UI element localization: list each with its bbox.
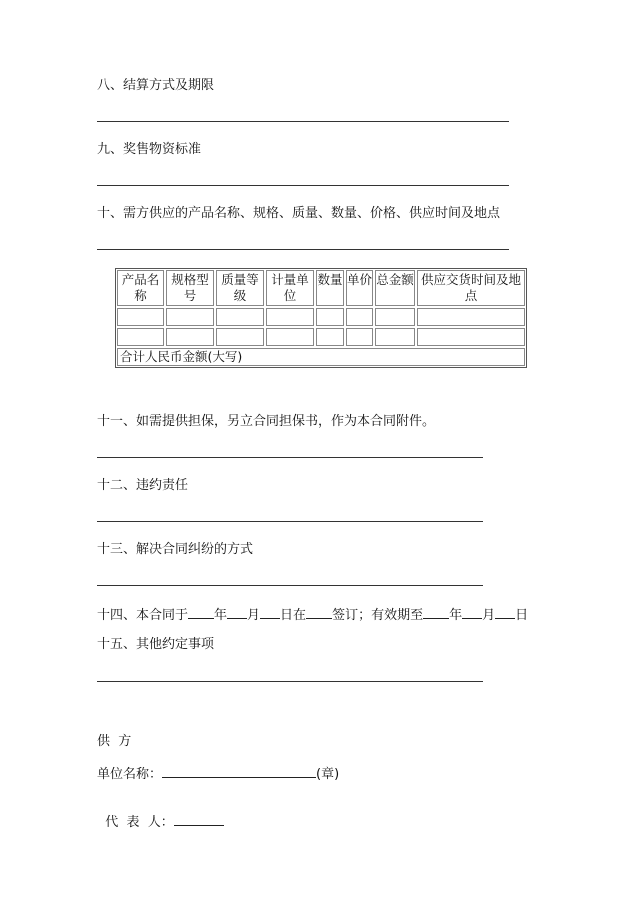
table-cell[interactable]	[166, 328, 214, 346]
month-label: 月	[247, 608, 261, 623]
section-10-blank-line	[97, 249, 509, 250]
section-8-blank-line	[97, 121, 509, 122]
table-cell[interactable]	[375, 328, 415, 346]
table-total-row	[116, 347, 526, 367]
section-11-title: 十一、如需提供担保，另立合同担保书，作为本合同附件。	[97, 414, 436, 429]
day2-label: 日	[515, 608, 529, 623]
table-cell[interactable]	[417, 308, 525, 326]
header-quality-grade: 质量等级	[216, 270, 264, 306]
sign-day-field[interactable]	[260, 606, 280, 619]
table-cell[interactable]	[216, 328, 264, 346]
sign-year-field[interactable]	[188, 606, 214, 619]
header-total-amount: 总金额	[375, 270, 415, 306]
table-row	[116, 307, 526, 327]
expiry-year-field[interactable]	[423, 606, 449, 619]
signed-label: 签订；有效期至	[332, 608, 424, 623]
header-unit-price: 单价	[346, 270, 373, 306]
section-15-title: 十五、其他约定事项	[97, 637, 215, 652]
supplier-party-label: 供 方	[97, 734, 132, 749]
product-table	[115, 268, 527, 368]
section-8-title: 八、结算方式及期限	[97, 78, 215, 93]
section-14-prefix: 十四、本合同于	[97, 608, 189, 623]
table-cell[interactable]	[117, 328, 164, 346]
unit-name-field[interactable]	[162, 765, 316, 778]
year2-label: 年	[449, 608, 463, 623]
header-quantity: 数量	[316, 270, 344, 306]
table-cell[interactable]	[346, 308, 373, 326]
expiry-day-field[interactable]	[495, 606, 515, 619]
expiry-month-field[interactable]	[462, 606, 482, 619]
sign-place-field[interactable]	[306, 606, 332, 619]
table-cell[interactable]	[316, 308, 344, 326]
table-cell[interactable]	[417, 328, 525, 346]
representative-line	[97, 797, 224, 831]
unit-name-label: 单位名称：	[97, 767, 163, 782]
section-12-blank-line	[97, 521, 483, 522]
section-9-blank-line	[97, 185, 509, 186]
header-product-name: 产品名称	[117, 270, 164, 306]
section-15-blank-line	[97, 681, 483, 682]
table-row	[116, 327, 526, 347]
header-delivery-time-place: 供应交货时间及地点	[417, 270, 525, 306]
table-cell[interactable]	[216, 308, 264, 326]
section-14-line	[97, 606, 528, 624]
header-unit: 计量单位	[266, 270, 314, 306]
table-cell[interactable]	[375, 308, 415, 326]
month2-label: 月	[482, 608, 496, 623]
total-amount-label: 合计人民币金额(大写)	[117, 348, 525, 366]
table-cell[interactable]	[266, 328, 314, 346]
section-13-title: 十三、解决合同纠纷的方式	[97, 542, 254, 557]
table-cell[interactable]	[117, 308, 164, 326]
section-11-blank-line	[97, 457, 483, 458]
section-13-blank-line	[97, 585, 483, 586]
unit-name-line	[97, 765, 339, 783]
representative-field[interactable]	[174, 813, 224, 826]
table-header-row	[116, 269, 526, 307]
table-cell[interactable]	[266, 308, 314, 326]
sign-month-field[interactable]	[227, 606, 247, 619]
table-cell[interactable]	[316, 328, 344, 346]
section-12-title: 十二、违约责任	[97, 478, 189, 493]
section-9-title: 九、奖售物资标准	[97, 142, 202, 157]
table-cell[interactable]	[346, 328, 373, 346]
day-at-label: 日在	[280, 608, 307, 623]
representative-label: 代 表 人：	[105, 815, 174, 830]
table-cell[interactable]	[166, 308, 214, 326]
section-10-title: 十、需方供应的产品名称、规格、质量、数量、价格、供应时间及地点	[97, 206, 501, 221]
header-spec-model: 规格型号	[166, 270, 214, 306]
seal-label: (章)	[316, 767, 340, 782]
year-label: 年	[214, 608, 228, 623]
